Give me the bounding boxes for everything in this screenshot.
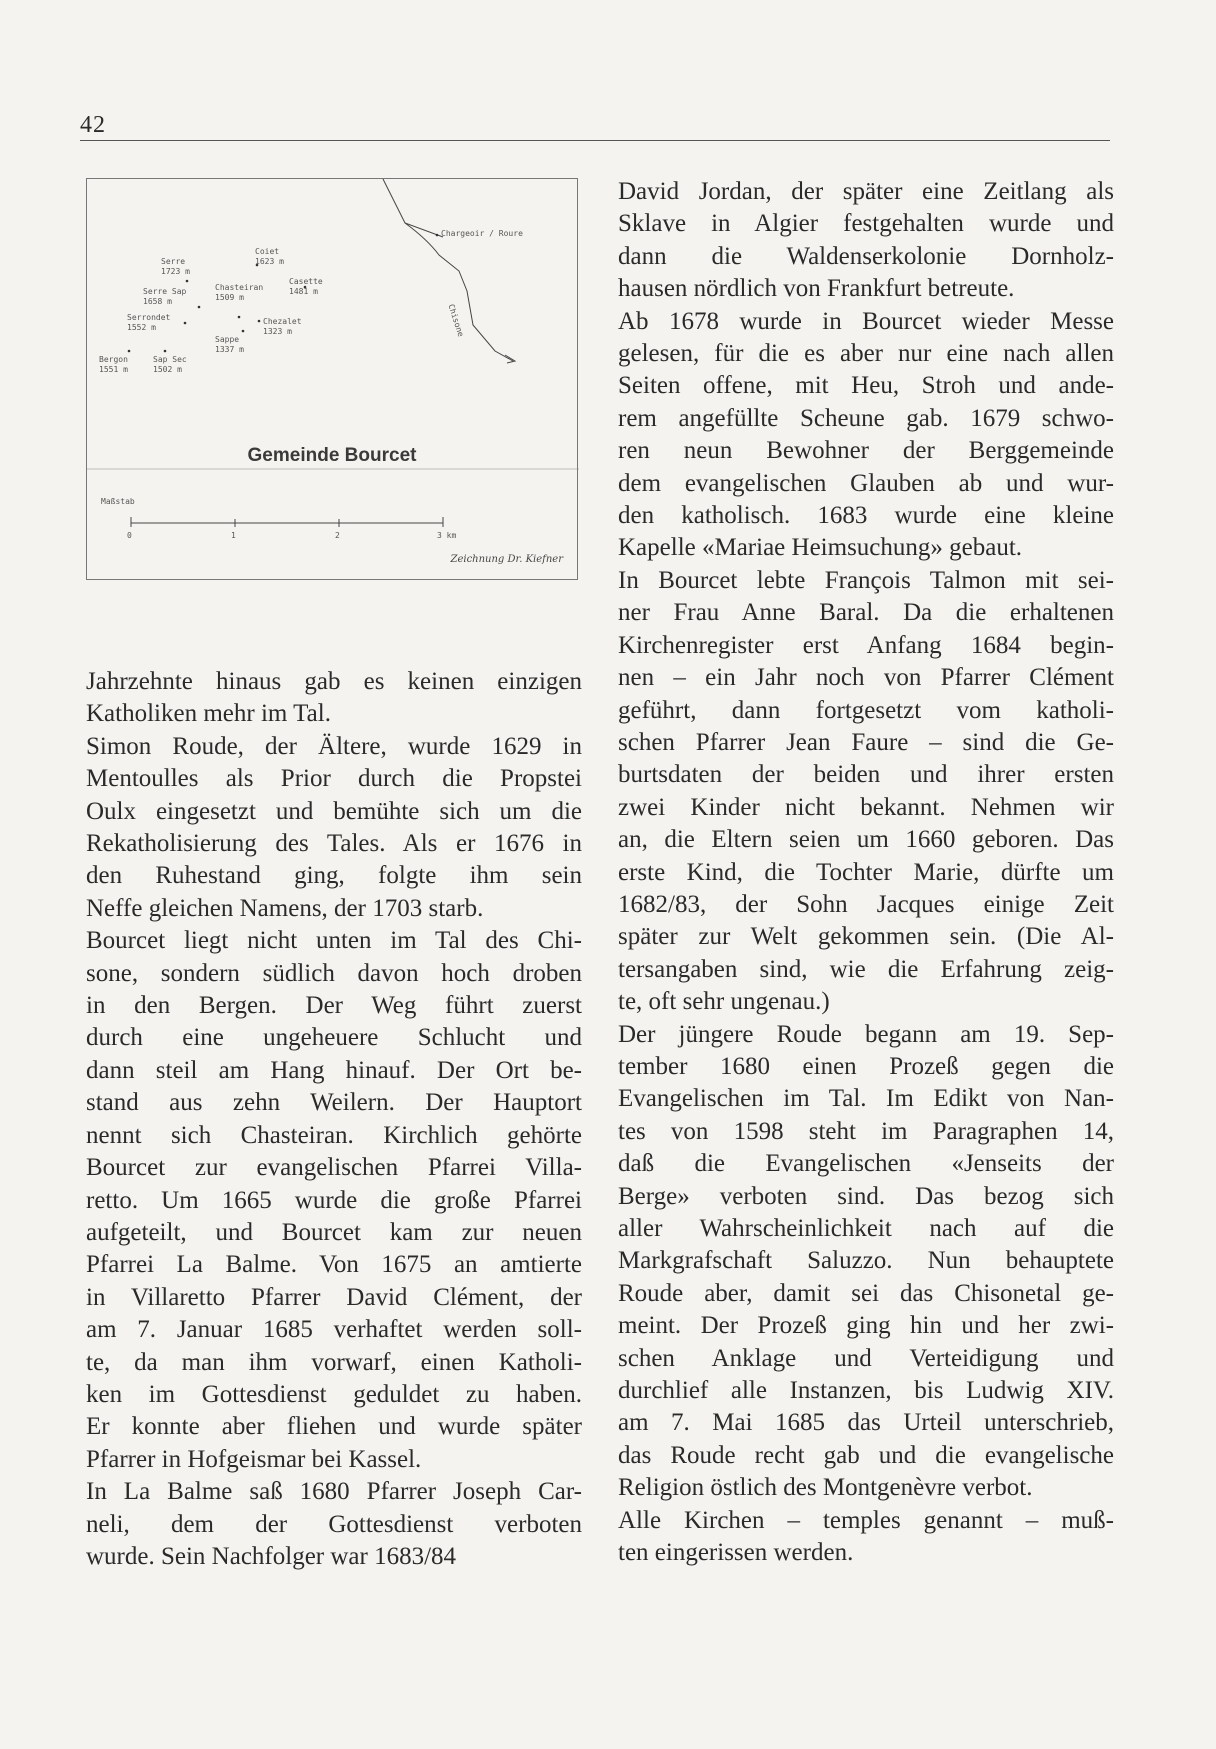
text-line: Rekatholisierung des Tales. Als er 1676 in [86, 830, 582, 858]
text-line: Pfarrei La Balme. Von 1675 an amtierte [86, 1251, 582, 1279]
text-line: neli, dem der Gottesdienst verboten [86, 1510, 582, 1538]
text-line: Bourcet liegt nicht unten im Tal des Chi- [86, 927, 582, 955]
text-line: dem evangelischen Glauben ab und wur- [618, 469, 1114, 497]
text-line: ner Frau Anne Baral. Da die erhaltenen [618, 599, 1114, 627]
text-line: Evangelischen im Tal. Im Edikt von Nan- [618, 1085, 1114, 1113]
scale-tick-3: 3 km [437, 531, 457, 540]
text-line: schen Pfarrer Jean Faure – sind die Ge- [618, 728, 1114, 756]
place-sappe: Sappe 1337 m [215, 335, 244, 354]
text-line: aller Wahrscheinlichkeit nach auf die [618, 1215, 1114, 1242]
paragraph [618, 306, 1114, 565]
place-chasteiran: Chasteiran 1509 m [215, 283, 264, 302]
text-line: hausen nördlich von Frankfurt betreute. [618, 275, 1015, 303]
page-number: 42 [80, 112, 106, 138]
text-line: Alle Kirchen – temples genannt – muß- [618, 1506, 1114, 1534]
scale-tick-0: 0 [127, 531, 132, 540]
text-line: zwei Kinder nicht bekannt. Nehmen wir [618, 793, 1114, 821]
text-line: das Roude recht gab und die evangelische [618, 1441, 1114, 1469]
text-line: Oulx eingesetzt und bemühte sich um die [86, 797, 582, 825]
text-line: Er konnte aber fliehen und wurde später [86, 1413, 582, 1441]
place-sap-sec: Sap Sec 1502 m [153, 355, 187, 374]
river-chisone: Chisone [446, 303, 466, 338]
scale-tick-1: 1 [231, 531, 236, 540]
text-line: in Villaretto Pfarrer David Clément, der [86, 1283, 582, 1311]
text-line: dann die Waldenserkolonie Dornholz- [618, 242, 1114, 270]
text-line: Neffe gleichen Namens, der 1703 starb. [86, 894, 484, 922]
left-column [86, 666, 582, 1573]
text-line: Kapelle «Mariae Heimsuchung» gebaut. [618, 534, 1023, 562]
place-chargeoir-roure: Chargeoir / Roure [441, 229, 523, 238]
text-line: Bourcet zur evangelischen Pfarrei Villa- [86, 1154, 582, 1182]
text-line: Jahrzehnte hinaus gab es keinen einzigen [86, 668, 582, 695]
text-line: Simon Roude, der Ältere, wurde 1629 in [86, 732, 582, 760]
text-line: tersangaben sind, wie die Erfahrung zeig- [618, 955, 1114, 983]
map-title: Gemeinde Bourcet [247, 445, 417, 466]
text-line: ten eingerissen werden. [618, 1539, 854, 1567]
paragraph [86, 666, 582, 731]
text-line: dann steil am Hang hinauf. Der Ort be- [86, 1056, 582, 1084]
paragraph [618, 1019, 1114, 1505]
text-line: nen – ein Jahr noch von Pfarrer Clément [618, 664, 1114, 692]
paragraph [618, 1505, 1114, 1570]
text-line: durchlief alle Instanzen, bis Ludwig XIV. [618, 1377, 1114, 1405]
text-line: geführt, dann fortgesetzt vom katholi- [618, 696, 1114, 724]
text-line: Mentoulles als Prior durch die Propstei [86, 765, 582, 793]
text-line: den katholisch. 1683 wurde eine kleine [618, 502, 1114, 530]
place-bergon: Bergon 1551 m [99, 355, 128, 374]
text-line: Religion östlich des Montgenèvre verbot. [618, 1474, 1033, 1502]
text-line: Markgrafschaft Saluzzo. Nun behauptete [618, 1247, 1114, 1275]
text-line: am 7. Januar 1685 verhaftet werden soll- [86, 1316, 582, 1344]
text-line: Sklave in Algier festgehalten wurde und [618, 210, 1114, 238]
text-line: In La Balme saß 1680 Pfarrer Joseph Car- [86, 1478, 582, 1506]
text-line: später zur Welt gekommen sein. (Die Al- [618, 923, 1114, 951]
text-line: burtsdaten der beiden und ihrer ersten [618, 761, 1114, 789]
text-line: schen Anklage und Verteidigung und [618, 1344, 1114, 1372]
paragraph [86, 925, 582, 1476]
text-line: Pfarrer in Hofgeismar bei Kassel. [86, 1445, 422, 1473]
scale-label: Maßstab [101, 497, 135, 506]
text-line: retto. Um 1665 wurde die große Pfarrei [86, 1186, 582, 1214]
place-serrondet: Serrondet 1552 m [127, 313, 171, 332]
text-line: nennt sich Chasteiran. Kirchlich gehörte [86, 1121, 582, 1149]
text-line: den Ruhestand ging, folgte ihm sein [86, 862, 582, 890]
text-line: rem angefüllte Scheune gab. 1679 schwo- [618, 404, 1114, 432]
header-rule [80, 140, 1110, 141]
paragraph [86, 1476, 582, 1573]
map-figure [86, 178, 578, 580]
text-line: wurde. Sein Nachfolger war 1683/84 [86, 1542, 457, 1570]
text-line: Seiten offene, mit Heu, Stroh und ande- [618, 372, 1114, 400]
text-line: te, oft sehr ungenau.) [618, 988, 830, 1016]
text-line: daß die Evangelischen «Jenseits der [618, 1150, 1114, 1178]
map-signature: Zeichnung Dr. Kiefner [450, 554, 563, 565]
text-line: stand aus zehn Weilern. Der Hauptort [86, 1089, 582, 1117]
map-drawing [87, 179, 579, 581]
text-line: durch eine ungeheuere Schlucht und [86, 1024, 582, 1052]
place-casette: Casette 1481 m [289, 277, 323, 296]
text-line: Kirchenregister erst Anfang 1684 begin- [618, 631, 1114, 659]
text-line: Roude aber, damit sei das Chisonetal ge- [618, 1279, 1114, 1307]
text-line: 1682/83, der Sohn Jacques einige Zeit [618, 890, 1114, 918]
paragraph [618, 176, 1114, 306]
place-coiet: Coiet 1623 m [255, 247, 284, 266]
paragraph [618, 565, 1114, 1019]
text-line: tember 1680 einen Prozeß gegen die [618, 1052, 1114, 1080]
text-line: aufgeteilt, und Bourcet kam zur neuen [86, 1218, 582, 1246]
text-line: am 7. Mai 1685 das Urteil unterschrieb, [618, 1409, 1114, 1437]
scale-tick-2: 2 [335, 531, 340, 540]
text-line: erste Kind, die Tochter Marie, dürfte um [618, 858, 1114, 886]
text-line: sone, sondern südlich davon hoch droben [86, 959, 582, 987]
right-column [618, 176, 1114, 1569]
text-line: tes von 1598 steht im Paragraphen 14, [618, 1117, 1114, 1145]
text-line: meint. Der Prozeß ging hin und her zwi- [618, 1312, 1114, 1340]
place-serre-sap: Serre Sap 1658 m [143, 287, 187, 306]
text-line: Der jüngere Roude begann am 19. Sep- [618, 1020, 1114, 1048]
text-line: Berge» verboten sind. Das bezog sich [618, 1182, 1114, 1210]
text-line: ken im Gottesdienst geduldet zu haben. [86, 1380, 582, 1408]
text-line: Ab 1678 wurde in Bourcet wieder Messe [618, 307, 1114, 335]
place-chezalet: Chezalet 1323 m [263, 317, 302, 336]
text-line: ren neun Bewohner der Berggemeinde [618, 437, 1114, 465]
text-line: te, da man ihm vorwarf, einen Katholi- [86, 1348, 582, 1376]
text-line: Katholiken mehr im Tal. [86, 700, 331, 728]
text-line: In Bourcet lebte François Talmon mit sei- [618, 566, 1114, 594]
text-line: in den Bergen. Der Weg führt zuerst [86, 992, 582, 1020]
text-line: David Jordan, der später eine Zeitlang als [618, 178, 1114, 205]
place-serre: Serre 1723 m [161, 257, 190, 276]
paragraph [86, 731, 582, 925]
text-line: gelesen, für die es aber nur eine nach allen [618, 340, 1114, 368]
text-line: an, die Eltern seien um 1660 geboren. Das [618, 826, 1114, 854]
